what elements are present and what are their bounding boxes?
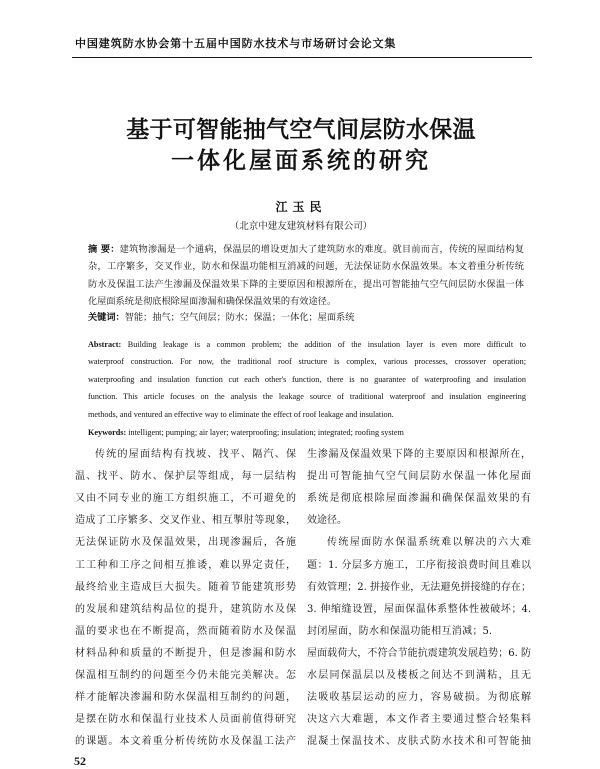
body-line: 水层同保温层以及楼板之间达不到满粘，且无 (307, 670, 531, 681)
body-line: 工工种和工序之间相互推诿，难以界定责任， (75, 560, 296, 571)
page-number: 52 (74, 754, 86, 768)
body-line: 最终给业主造成巨大损失。随着节能建筑形势 (75, 582, 296, 593)
body-line: 又由不同专业的施工方组织施工，不可避免的 (75, 493, 296, 504)
abstract-cn-line: 化屋面系统是彻底根除屋面渗漏和确保保温效果的有效途径。 (88, 296, 337, 307)
body-line: 传统屋面防水保温系统难以解决的六大难 (327, 537, 531, 548)
abstract-cn-line: 杂，工序繁多，交叉作业，防水和保温功能相互消减的问题，无法保证防水保温效果。本文着重分析传统 (88, 261, 524, 272)
header-rule (72, 57, 532, 58)
abstract-en-line: waterproofing and insulation function cut each other's function, there is no guarantee of waterproofing and insulation (88, 375, 526, 384)
paper-title-line-1: 基于可智能抽气空气间层防水保温 (126, 117, 476, 143)
body-line: 屋面载荷大，不符合节能抗震建筑发展趋势；6. 防 (307, 648, 531, 659)
body-line: 法吸收基层运动的应力，容易破损。为彻底解 (307, 692, 531, 703)
keywords-cn-text: 智能；抽气；空气间层；防水；保温；一体化；屋面系统 (124, 312, 355, 323)
body-line: 保温相互制约的问题至今仍未能完美解决。怎 (75, 670, 296, 681)
body-line: 无法保证防水及保温效果，出现渗漏后，各施 (75, 537, 296, 548)
abstract-cn-label: 摘 要： (88, 244, 120, 255)
abstract-en-line: waterproof construction. For now, the traditional roof structure is complex, various processes, crossover operation; (88, 357, 526, 366)
body-line: 生渗漏及保温效果下降的主要原因和根源所在， (307, 449, 531, 460)
keywords-en-label: Keywords: (88, 428, 127, 437)
body-line: 温、找平、防水、保护层等组成，每一层结构 (75, 471, 296, 482)
abstract-en-line: methods, and ventured an effective way to eliminate the effect of roof leakage and insulation. (88, 410, 394, 419)
abstract-cn-text: 建筑物渗漏是一个通病，保温层的增设更加大了建筑防水的难度。就目前而言，传统的屋面结构复 (119, 244, 524, 255)
body-line: 3. 伸缩缝设置，屋面保温体系整体性被破坏；4. (307, 604, 531, 615)
body-line: 样才能解决渗漏和防水保温相互制约的问题， (75, 692, 296, 703)
body-line: 题：1. 分层多方施工，工序衔接浪费时间且难以 (307, 560, 531, 571)
author-affiliation: （北京中建友建筑材料有限公司） (229, 221, 373, 232)
body-line: 效途径。 (307, 515, 347, 526)
body-line: 决这六大难题，本文作者主要通过整合轻集料 (307, 714, 531, 725)
body-line: 的课题。本文着重分析传统防水及保温工法产 (75, 736, 296, 747)
running-header: 中国建筑防水协会第十五届中国防水技术与市场研讨会论文集 (75, 37, 397, 50)
body-line: 温的要求也在不断提高，然而随着防水及保温 (75, 626, 296, 637)
body-line: 有效管理；2. 拼接作业，无法避免拼接缝的存在； (307, 582, 531, 593)
abstract-en-text: Building leakage is a common problem; the addition of the insulation layer is even more difficult to (127, 340, 526, 349)
body-line: 传统的屋面结构有找坡、找平、隔汽、保 (95, 449, 296, 460)
abstract-cn-line: 防水及保温工法产生渗漏及保温效果下降的主要原因和根源所在，提出可智能抽气空气间层防水保温一体 (88, 279, 524, 290)
body-line: 系统是彻底根除屋面渗漏和确保保温效果的有 (307, 493, 531, 504)
body-line: 的发展和建筑结构品位的提升，建筑防水及保 (75, 604, 296, 615)
paper-title-line-2: 一体化屋面系统的研究 (171, 148, 431, 174)
abstract-en-line: function. This article focuses on the analysis the leakage source of traditional waterproof and insulation engineering (88, 392, 526, 401)
body-line: 是摆在防水和保温行业技术人员面前值得研究 (75, 714, 296, 725)
keywords-en (88, 427, 526, 439)
body-line: 材料品种和质量的不断提升，但是渗漏和防水 (75, 648, 296, 659)
body-line: 造成了工序繁多、交叉作业、相互掣肘等现象， (75, 515, 296, 526)
body-line: 混凝土保温技术、皮肤式防水技术和可智能抽 (307, 736, 531, 747)
body-line: 封闭屋面，防水和保温功能相互消减；5. (307, 626, 492, 637)
author-name: 江玉民 (275, 200, 327, 214)
abstract-en-line (88, 339, 526, 351)
keywords-en-text: intelligent; pumping; air layer; waterproofing; insulation; integrated; roofing system (128, 428, 404, 437)
keywords-cn (88, 312, 524, 324)
keywords-cn-label: 关键词： (88, 312, 125, 323)
abstract-en-label: Abstract: (88, 340, 122, 349)
body-line: 提出可智能抽气空气间层防水保温一体化屋面 (307, 471, 531, 482)
abstract-cn-line (88, 244, 524, 256)
